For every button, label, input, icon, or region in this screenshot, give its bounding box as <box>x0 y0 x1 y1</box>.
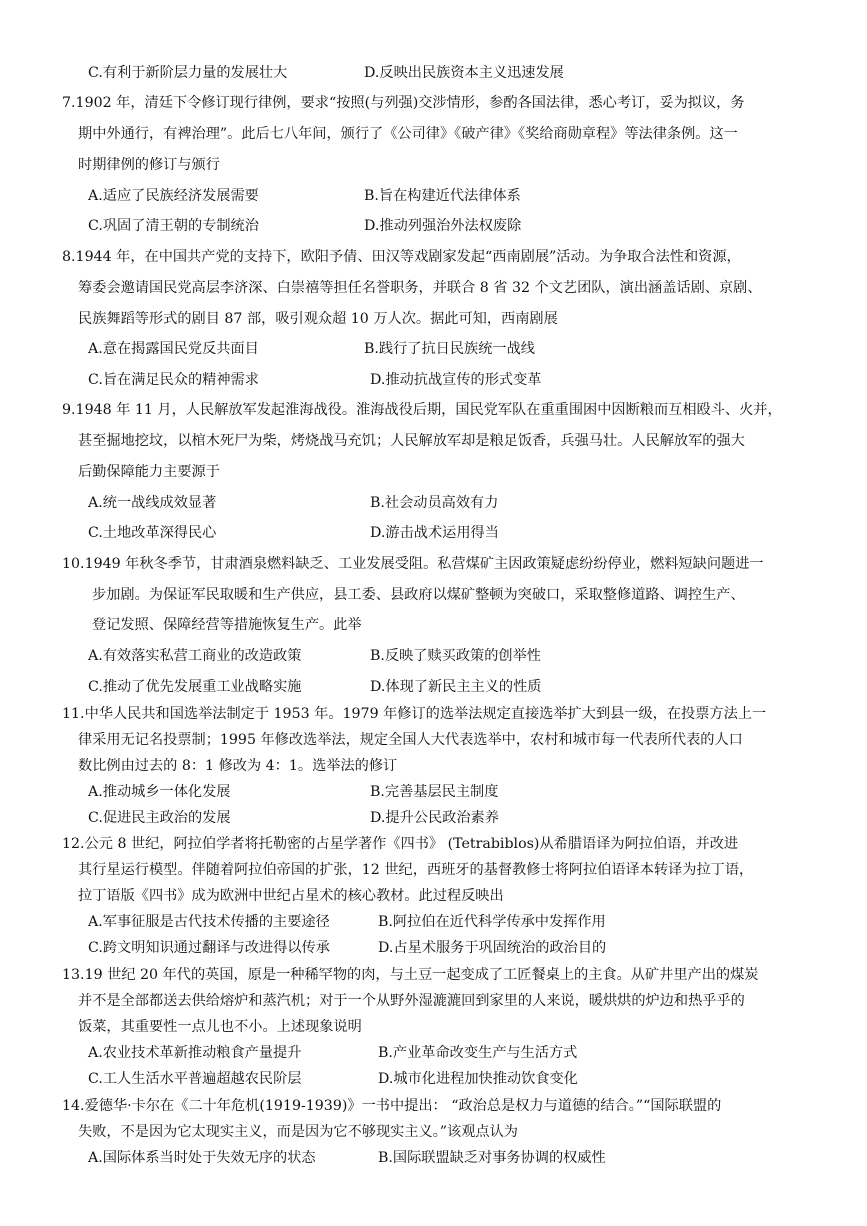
q12-stem-line: 其行星运行模型。伴随着阿拉伯帝国的扩张，12 世纪，西班牙的基督教修士将阿拉伯语译本转译为拉丁语， <box>78 862 754 878</box>
q14-stem-line: 失败，不是因为它太现实主义，而是因为它不够现实主义。”该观点认为 <box>78 1124 518 1140</box>
q10-stem-line: 登记发照、保障经营等措施恢复生产。此举 <box>92 617 362 633</box>
q11-stem-line: 数比例由过去的 8：1 修改为 4：1。选举法的修订 <box>78 758 398 774</box>
q8-stem-line: 8.1944 年，在中国共产党的支持下，欧阳予倩、田汉等戏剧家发起“西南剧展”活动。为争取合法性和资源， <box>62 249 741 265</box>
q6-option-d[interactable]: D.反映出民族资本主义迅速发展 <box>364 65 564 81</box>
q13-stem-line: 13.19 世纪 20 年代的英国，原是一种稀罕物的肉，与土豆一起变成了工匠餐桌上的主食。从矿井里产出的煤炭 <box>62 967 759 983</box>
q12-stem-line: 拉丁语版《四书》成为欧洲中世纪占星术的核心教材。此过程反映出 <box>78 888 504 904</box>
q11-stem-line: 11.中华人民共和国选举法制定于 1953 年。1979 年修订的选举法规定直接选举扩大到县一级，在投票方法上一 <box>62 706 767 722</box>
q9-option-a[interactable]: A.统一战线成效显著 <box>88 495 217 511</box>
q9-option-b[interactable]: B.社会动员高效有力 <box>370 495 499 511</box>
q14-stem-line: 14.爱德华·卡尔在《二十年危机(1919-1939)》一书中提出： “政治总是权力与道德的结合。”“国际联盟的 <box>62 1098 722 1114</box>
q7-stem-line: 时期律例的修订与颁行 <box>78 157 220 173</box>
q13-option-b[interactable]: B.产业革命改变生产与生活方式 <box>378 1045 578 1061</box>
q14-option-b[interactable]: B.国际联盟缺乏对事务协调的权威性 <box>378 1150 606 1166</box>
q7-option-d[interactable]: D.推动列强治外法权废除 <box>364 218 522 234</box>
q12-option-c[interactable]: C.跨文明知识通过翻译与改进得以传承 <box>88 940 330 956</box>
q10-option-c[interactable]: C.推动了优先发展重工业战略实施 <box>88 679 302 695</box>
q8-option-c[interactable]: C.旨在满足民众的精神需求 <box>88 372 259 388</box>
q12-option-a[interactable]: A.军事征服是古代技术传播的主要途径 <box>88 914 330 930</box>
q11-option-d[interactable]: D.提升公民政治素养 <box>370 810 499 826</box>
q13-stem-line: 饭菜，其重要性一点儿也不小。上述现象说明 <box>78 1019 362 1035</box>
q9-option-c[interactable]: C.土地改革深得民心 <box>88 525 217 541</box>
q12-option-d[interactable]: D.占星术服务于巩固统治的政治目的 <box>378 940 607 956</box>
q11-option-c[interactable]: C.促进民主政治的发展 <box>88 810 231 826</box>
q9-stem-line: 9.1948 年 11 月，人民解放军发起淮海战役。淮海战役后期，国民党军队在重重围困中因断粮而互相殴斗、火并， <box>62 402 782 418</box>
q9-stem-line: 甚至掘地挖坟，以棺木死尸为柴，烤烧战马充饥；人民解放军却是粮足饭香，兵强马壮。人民解放军的强大 <box>78 433 745 449</box>
q12-option-b[interactable]: B.阿拉伯在近代科学传承中发挥作用 <box>378 914 606 930</box>
q7-option-a[interactable]: A.适应了民族经济发展需要 <box>88 188 259 204</box>
q7-stem-line: 7.1902 年，清廷下令修订现行律例，要求“按照(与列强)交涉情形，参酌各国法律，悉心考订，妥为拟议，务 <box>62 95 745 111</box>
q10-option-d[interactable]: D.体现了新民主主义的性质 <box>370 679 542 695</box>
q11-option-a[interactable]: A.推动城乡一体化发展 <box>88 784 231 800</box>
q10-option-b[interactable]: B.反映了赎买政策的创举性 <box>370 648 541 664</box>
q13-option-d[interactable]: D.城市化进程加快推动饮食变化 <box>378 1071 578 1087</box>
q8-stem-line: 民族舞蹈等形式的剧目 87 部，吸引观众超 10 万人次。据此可知，西南剧展 <box>78 311 558 327</box>
q13-stem-line: 并不是全部都送去供给熔炉和蒸汽机；对于一个从野外湿漉漉回到家里的人来说，暖烘烘的炉边和热乎乎的 <box>78 993 745 1009</box>
q14-option-a[interactable]: A.国际体系当时处于失效无序的状态 <box>88 1150 316 1166</box>
q10-stem-line: 10.1949 年秋冬季节，甘肃酒泉燃料缺乏、工业发展受阻。私营煤矿主因政策疑虑纷纷停业，燃料短缺问题进一 <box>62 556 764 572</box>
q13-option-a[interactable]: A.农业技术革新推动粮食产量提升 <box>88 1045 302 1061</box>
q11-stem-line: 律采用无记名投票制；1995 年修改选举法，规定全国人大代表选举中，农村和城市每一代表所代表的人口 <box>78 732 743 748</box>
q13-option-c[interactable]: C.工人生活水平普遍超越农民阶层 <box>88 1071 302 1087</box>
q7-stem-line: 期中外通行，有裨治理”。此后七八年间，颁行了《公司律》《破产律》《奖给商勋章程》等法律条例。这一 <box>78 126 738 142</box>
q8-option-d[interactable]: D.推动抗战宣传的形式变革 <box>370 372 542 388</box>
q9-option-d[interactable]: D.游击战术运用得当 <box>370 525 499 541</box>
q6-option-c[interactable]: C.有利于新阶层力量的发展壮大 <box>88 65 288 81</box>
q10-stem-line: 步加剧。为保证军民取暖和生产供应，县工委、县政府以煤矿整顿为突破口，采取整修道路、调控生产、 <box>92 587 745 603</box>
q12-stem-line: 12.公元 8 世纪，阿拉伯学者将托勒密的占星学著作《四书》 (Tetrabiblos)从希腊语译为阿拉伯语，并改进 <box>62 836 739 852</box>
q7-option-b[interactable]: B.旨在构建近代法律体系 <box>364 188 521 204</box>
q11-option-b[interactable]: B.完善基层民主制度 <box>370 784 499 800</box>
q9-stem-line: 后勤保障能力主要源于 <box>78 464 220 480</box>
q8-option-b[interactable]: B.践行了抗日民族统一战线 <box>364 341 535 357</box>
q8-stem-line: 筹委会邀请国民党高层李济深、白崇禧等担任名誉职务，并联合 8 省 32 个文艺团队，演出涵盖话剧、京剧、 <box>78 280 762 296</box>
q7-option-c[interactable]: C.巩固了清王朝的专制统治 <box>88 218 259 234</box>
q8-option-a[interactable]: A.意在揭露国民党反共面目 <box>88 341 259 357</box>
q10-option-a[interactable]: A.有效落实私营工商业的改造政策 <box>88 648 302 664</box>
